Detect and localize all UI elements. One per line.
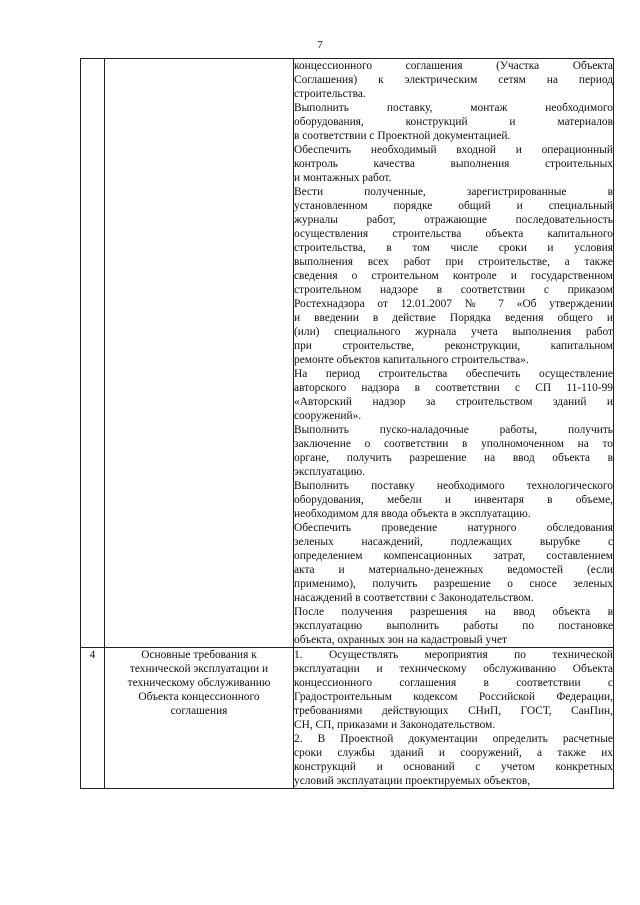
requirement-name-line: техническому обслуживанию bbox=[127, 677, 271, 689]
paragraph bbox=[294, 185, 613, 367]
text-line: авторского надзора в соответствии с СП 11-110-99 bbox=[294, 382, 613, 394]
requirement-body-cell bbox=[294, 648, 614, 789]
paragraph bbox=[294, 367, 613, 423]
paragraph bbox=[294, 143, 613, 185]
text-line: оборудования, конструкций и материалов bbox=[294, 116, 613, 128]
requirements-table bbox=[80, 58, 614, 789]
text-line: (или) специального журнала учета выполнения работ bbox=[294, 326, 613, 338]
text-line: СН, СП, приказами и Законодательством. bbox=[294, 719, 496, 731]
text-line: Выполнить поставку необходимого технологического bbox=[294, 480, 613, 492]
paragraph bbox=[294, 101, 613, 143]
requirement-name-line: технической эксплуатации и bbox=[129, 663, 269, 675]
text-line: и монтажных работ. bbox=[294, 172, 392, 184]
text-line: На период строительства обеспечить осуществление bbox=[294, 368, 613, 380]
paragraph bbox=[294, 605, 613, 647]
page-number: 7 bbox=[317, 39, 323, 51]
text-line: Градостроительным кодексом Российской Федерации, bbox=[294, 691, 613, 703]
text-line: Ростехнадзора от 12.01.2007 № 7 «Об утверждении bbox=[294, 298, 613, 310]
text-line: органе, получить разрешение на ввод объекта в bbox=[294, 452, 613, 464]
text-line: Вести полученные, зарегистрированные в bbox=[294, 186, 613, 198]
text-line: строительства, в том числе сроки и условия bbox=[294, 242, 613, 254]
requirement-name-line: Основные требования к bbox=[141, 649, 257, 661]
text-line: ремонте объектов капитального строительства». bbox=[294, 354, 529, 366]
text-line: сооружений». bbox=[294, 410, 362, 422]
text-line: сроки службы зданий и сооружений, а также их bbox=[294, 747, 613, 759]
text-line: условий эксплуатации проектируемых объектов, bbox=[294, 775, 531, 787]
table-row bbox=[81, 59, 614, 648]
paragraph bbox=[294, 479, 613, 521]
text-line: эксплуатации и техническому обслуживанию Объекта bbox=[294, 663, 613, 675]
text-line: эксплуатацию выполнить работы по постановке bbox=[294, 620, 613, 632]
text-line: строительства. bbox=[294, 88, 366, 100]
text-line: требованиями действующих СНиП, ГОСТ, СанПин, bbox=[294, 705, 613, 717]
text-line: «Авторский надзор за строительством зданий и bbox=[294, 396, 613, 408]
text-line: концессионного соглашения (Участка Объекта bbox=[294, 60, 613, 72]
row-number-cell: 4 bbox=[81, 648, 105, 789]
text-line: определением компенсационных затрат, составлением bbox=[294, 550, 613, 562]
text-line: журналы работ, отражающие последовательность bbox=[294, 214, 613, 226]
text-line: Обеспечить проведение натурного обследования bbox=[294, 522, 613, 534]
text-line: контроль качества выполнения строительных bbox=[294, 158, 613, 170]
text-line: строительном надзоре в соответствии с приказом bbox=[294, 284, 613, 296]
text-line: оборудования, мебели и инвентаря в объеме, bbox=[294, 494, 613, 506]
text-line: 1. Осуществлять мероприятия по технической bbox=[294, 649, 613, 661]
paragraph bbox=[294, 648, 613, 732]
text-line: осуществления строительства объекта капитального bbox=[294, 228, 613, 240]
text-line: зеленых насаждений, подлежащих вырубке с bbox=[294, 536, 613, 548]
text-line: установленном порядке общий и специальный bbox=[294, 200, 613, 212]
text-line: при строительстве, реконструкции, капитальном bbox=[294, 340, 613, 352]
requirement-body-cell bbox=[294, 59, 614, 648]
table-row bbox=[81, 648, 614, 789]
paragraph bbox=[294, 423, 613, 479]
requirement-name-cell bbox=[105, 59, 294, 648]
text-line: необходимом для ввода объекта в эксплуатацию. bbox=[294, 508, 531, 520]
text-line: заключение о соответствии в уполномоченном на то bbox=[294, 438, 613, 450]
text-line: Выполнить пуско-наладочные работы, получить bbox=[294, 424, 613, 436]
text-line: объекта, охранных зон на кадастровый учет bbox=[294, 634, 507, 646]
text-line: сведения о строительном контроле и государственном bbox=[294, 270, 613, 282]
paragraph bbox=[294, 59, 613, 101]
text-line: и введении в действие Порядка ведения общего и bbox=[294, 312, 613, 324]
row-number-cell bbox=[81, 59, 105, 648]
text-line: акта и материально-денежных ведомостей (если bbox=[294, 564, 613, 576]
text-line: Выполнить поставку, монтаж необходимого bbox=[294, 102, 613, 114]
text-line: применимо), получить разрешение о сносе зеленых bbox=[294, 578, 613, 590]
text-line: Обеспечить необходимый входной и операционный bbox=[294, 144, 613, 156]
requirement-name-line: соглашения bbox=[170, 705, 228, 717]
text-line: концессионного соглашения в соответствии с bbox=[294, 677, 613, 689]
text-line: 2. В Проектной документации определить расчетные bbox=[294, 733, 613, 745]
text-line: в соответствии с Проектной документацией. bbox=[294, 130, 511, 142]
requirement-name-line: Объекта концессионного bbox=[138, 691, 260, 703]
text-line: Соглашения) к электрическим сетям на период bbox=[294, 74, 613, 86]
text-line: эксплуатацию. bbox=[294, 466, 366, 478]
text-line: После получения разрешения на ввод объекта в bbox=[294, 606, 613, 618]
requirement-name-cell bbox=[105, 648, 294, 789]
paragraph bbox=[294, 521, 613, 605]
paragraph bbox=[294, 732, 613, 788]
text-line: выполнения всех работ при строительстве, а также bbox=[294, 256, 613, 268]
text-line: конструкций и оснований с учетом конкретных bbox=[294, 761, 613, 773]
text-line: насаждений в соответствии с Законодательством. bbox=[294, 592, 534, 604]
